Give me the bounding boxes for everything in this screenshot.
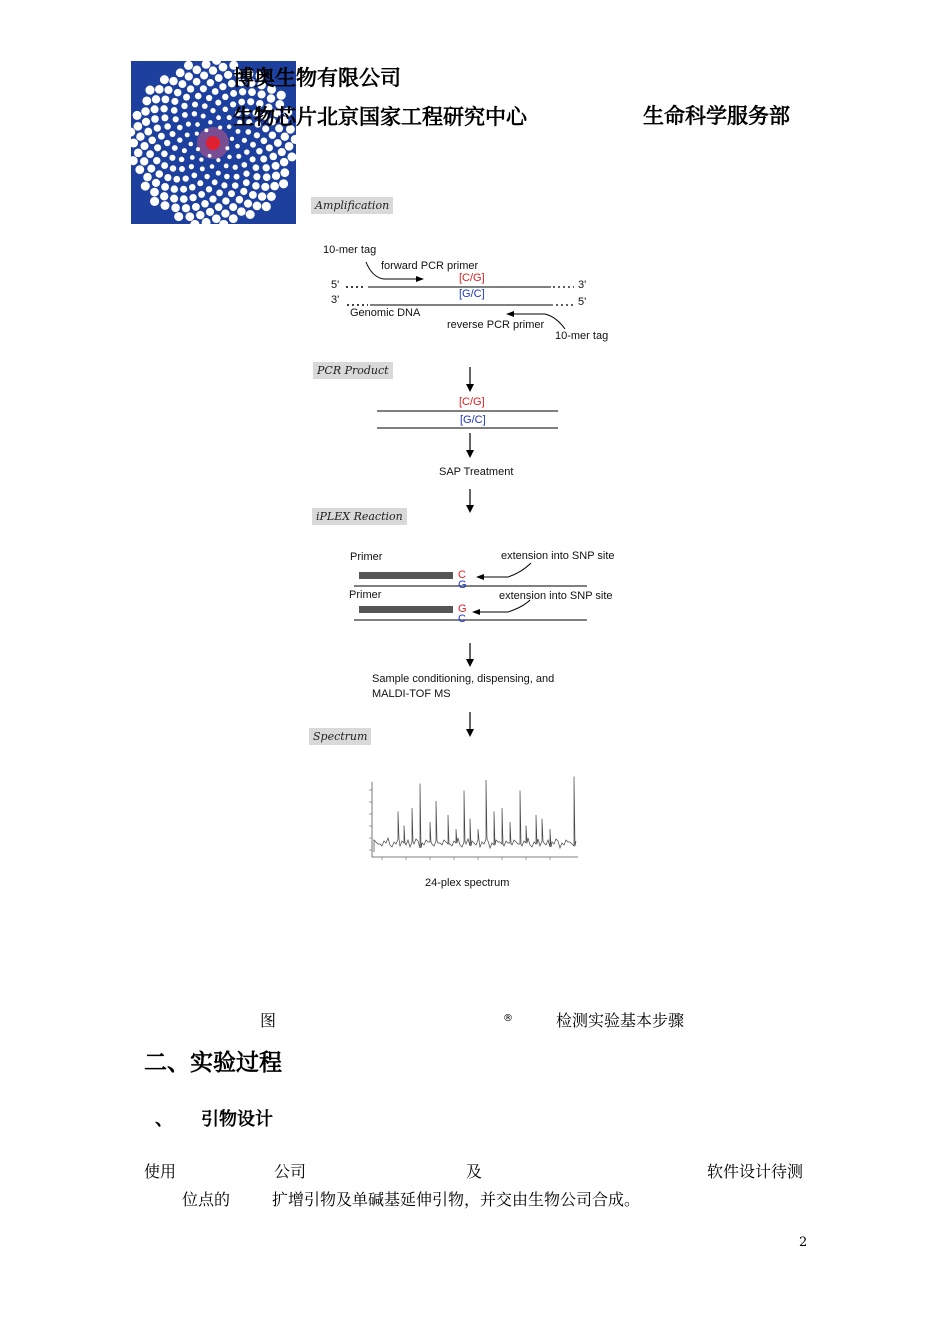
primer-bar-1 xyxy=(359,572,453,579)
primer-bar-2 xyxy=(359,606,453,613)
reverse-primer-label: reverse PCR primer xyxy=(447,319,545,331)
base-1-top: C xyxy=(458,569,466,581)
para-word-1: 使用 xyxy=(144,1162,177,1181)
genomic-dna-label: Genomic DNA xyxy=(350,307,421,319)
pcr-snp-bottom: [G/C] xyxy=(460,414,486,426)
spectrum-trace xyxy=(374,777,576,853)
header-department: 生命科学服务部 xyxy=(643,104,790,128)
stage-label-iplex: iPLEX Reaction xyxy=(312,508,407,525)
figure-caption-prefix: 图 xyxy=(260,1011,277,1030)
spectrum-plot xyxy=(369,777,578,861)
five-prime-right: 5' xyxy=(578,296,587,308)
subsection-number: 、 xyxy=(155,1109,173,1130)
extension-label-1: extension into SNP site xyxy=(501,550,615,562)
stage-label-spectrum: Spectrum xyxy=(309,728,371,745)
tag-pointer-bottom xyxy=(545,314,565,329)
down-arrow-1 xyxy=(466,384,474,392)
stage-label-amplification: Amplification xyxy=(311,197,393,214)
extension-pointer-1 xyxy=(508,563,531,577)
subsection-title: 引物设计 xyxy=(201,1109,273,1130)
para-line2-part-2: 扩增引物及单碱基延伸引物，并交由生物公司合成。 xyxy=(272,1190,641,1209)
forward-primer-label: forward PCR primer xyxy=(381,260,479,272)
down-arrow-2 xyxy=(466,450,474,458)
base-1-bottom: G xyxy=(458,579,467,591)
three-prime-right: 3' xyxy=(578,279,587,291)
para-line2-part-1: 位点的 xyxy=(182,1190,231,1209)
primer-label-1: Primer xyxy=(350,551,383,563)
para-word-4: 软件设计待测 xyxy=(707,1162,804,1181)
para-word-3: 及 xyxy=(466,1162,483,1181)
down-arrow-5 xyxy=(466,729,474,737)
spectrum-caption: 24-plex spectrum xyxy=(425,877,510,889)
base-2-bottom: C xyxy=(458,613,466,625)
base-2-top: G xyxy=(458,603,467,615)
extension-label-2: extension into SNP site xyxy=(499,590,613,602)
primer-label-2: Primer xyxy=(349,589,382,601)
snp-bottom-label: [G/C] xyxy=(459,288,485,300)
forward-primer-arrowhead xyxy=(416,276,424,282)
stage-label-pcr-product: PCR Product xyxy=(313,362,393,379)
figure-caption-text: 检测实验基本步骤 xyxy=(556,1011,685,1030)
page-number: 2 xyxy=(799,1235,808,1250)
pcr-snp-top: [C/G] xyxy=(459,396,485,408)
registered-mark: ® xyxy=(503,1013,513,1024)
conditioning-line-2: MALDI-TOF MS xyxy=(372,688,451,700)
snp-top-label: [C/G] xyxy=(459,272,485,284)
header-company: 博奥生物有限公司 xyxy=(233,66,401,90)
five-prime-left: 5' xyxy=(331,279,340,291)
tag-label-top: 10-mer tag xyxy=(323,244,377,256)
three-prime-left: 3' xyxy=(331,294,340,306)
header-center: 生物芯片北京国家工程研究中心 xyxy=(233,105,527,129)
para-word-2: 公司 xyxy=(274,1162,307,1181)
section-title: 二、实验过程 xyxy=(144,1050,282,1076)
sap-treatment-label: SAP Treatment xyxy=(439,466,514,478)
tag-label-bottom: 10-mer tag xyxy=(555,330,609,342)
down-arrow-3 xyxy=(466,505,474,513)
reverse-primer-arrowhead xyxy=(506,311,514,317)
conditioning-line-1: Sample conditioning, dispensing, and xyxy=(372,673,555,685)
down-arrow-4 xyxy=(466,659,474,667)
